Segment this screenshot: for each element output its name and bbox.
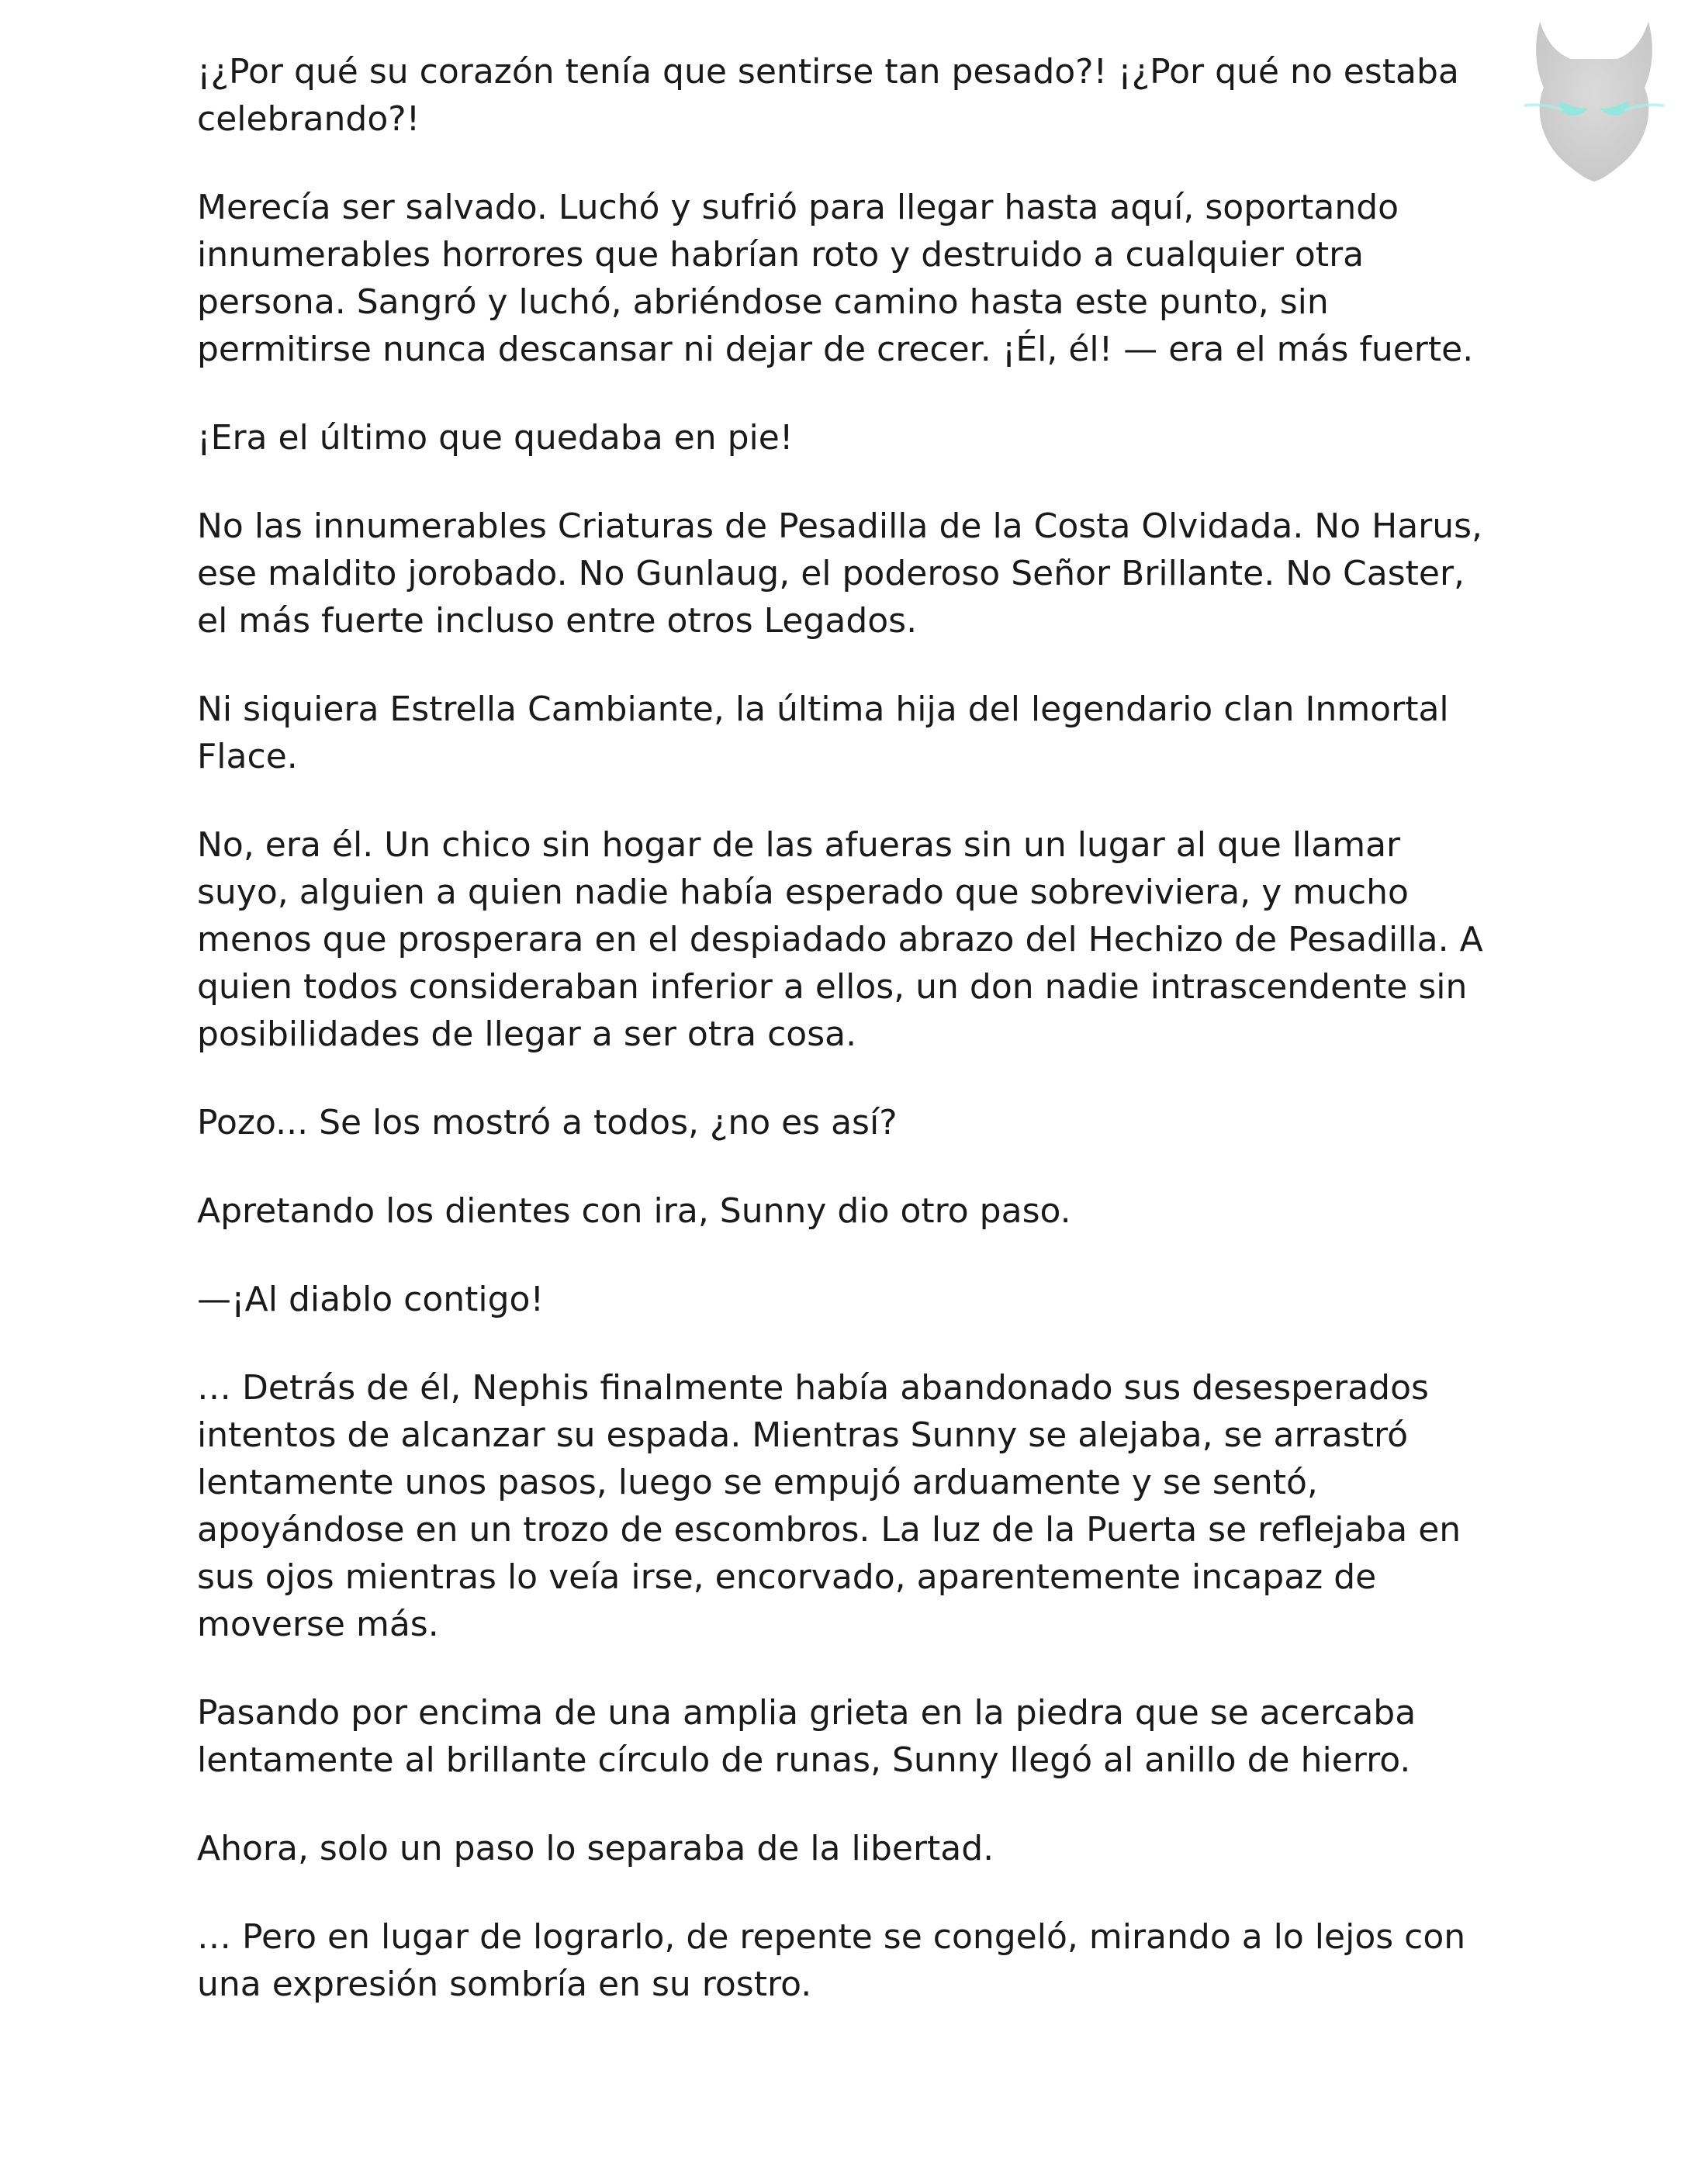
paragraph: … Pero en lugar de lograrlo, de repente se congeló, mirando a lo lejos con una expresión sombría en su rostro. <box>197 1917 1466 2004</box>
paragraph: Merecía ser salvado. Luchó y sufrió para llegar hasta aquí, soportando innumerables horrores que habrían roto y destruido a cualquier otra persona. Sangró y luchó, abriéndose camino hasta este punto, sin permitirse nunca descansar ni dejar de crecer. ¡Él, él! — era el más fuerte. <box>197 188 1474 369</box>
paragraph: Pasando por encima de una amplia grieta en la piedra que se acercaba lentamente al brillante círculo de runas, Sunny llegó al anillo de hierro. <box>197 1693 1416 1780</box>
demon-head-icon <box>1517 14 1672 185</box>
paragraph: Ni siquiera Estrella Cambiante, la última hija del legendario clan Inmortal Flace. <box>197 689 1449 776</box>
paragraph: No, era él. Un chico sin hogar de las afueras sin un lugar al que llamar suyo, alguien a quien nadie había esperado que sobreviviera, y mucho menos que prosperara en el despiadado abrazo del Hechizo de Pesadilla. A quien todos consideraban inferior a ellos, un don nadie intrascendente sin posibilidades de llegar a ser otra cosa. <box>197 825 1483 1054</box>
paragraph: —¡Al diablo contigo! <box>197 1280 545 1319</box>
document-body <box>197 48 1500 2049</box>
demon-head-logo-icon <box>1517 14 1672 185</box>
paragraph: Pozo... Se los mostró a todos, ¿no es así? <box>197 1103 898 1142</box>
paragraph: ¡Era el último que quedaba en pie! <box>197 418 794 458</box>
paragraph: Ahora, solo un paso lo separaba de la libertad. <box>197 1829 994 1868</box>
paragraph: No las innumerables Criaturas de Pesadilla de la Costa Olvidada. No Harus, ese maldito jorobado. No Gunlaug, el poderoso Señor Brillante. No Caster, el más fuerte incluso entre otros Legados. <box>197 506 1483 641</box>
paragraph: ¡¿Por qué su corazón tenía que sentirse tan pesado?! ¡¿Por qué no estaba celebrando?! <box>197 52 1459 139</box>
paragraph: … Detrás de él, Nephis finalmente había abandonado sus desesperados intentos de alcanzar su espada. Mientras Sunny se alejaba, se arrastró lentamente unos pasos, luego se empujó arduamente y se sentó, apoyándose en un trozo de escombros. La luz de la Puerta se reflejaba en sus ojos mientras lo veía irse, encorvado, aparentemente incapaz de moverse más. <box>197 1368 1461 1644</box>
paragraph: Apretando los dientes con ira, Sunny dio otro paso. <box>197 1191 1071 1231</box>
